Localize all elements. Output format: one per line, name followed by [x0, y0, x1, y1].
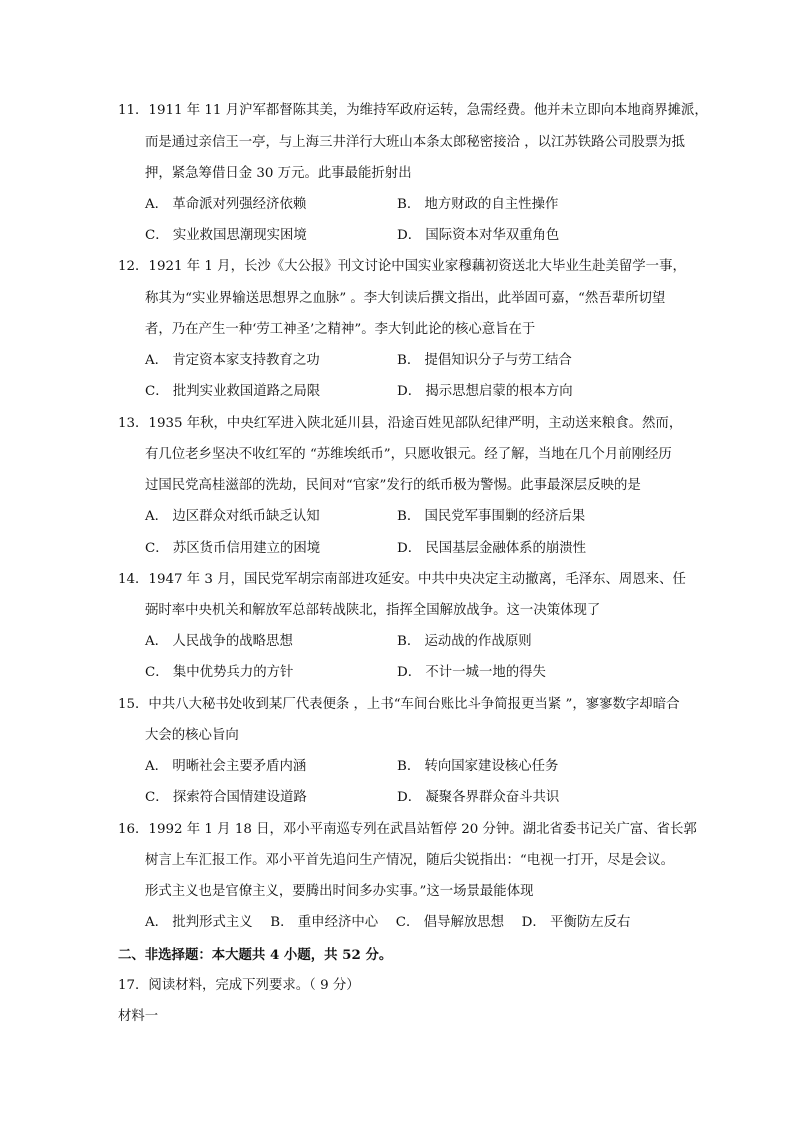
q14-line-1: 14．1947 年 3 月，国民党军胡宗南部进攻延安。中共中央决定主动撤离，毛泽东、周恩来、任 — [118, 572, 686, 587]
q17-title: 17．阅读材料，完成下列要求。（ 9 分） — [118, 978, 360, 993]
q14-option-d: D． 不计一城一地的得失 — [397, 665, 546, 680]
q13-line-3: 过国民党高桂滋部的洗劫，民间对“官家”发行的纸币极为警惕。此事最深层反映的是 — [145, 478, 641, 493]
q15-option-d: D． 凝聚各界群众奋斗共识 — [397, 790, 560, 805]
q15-option-c: C． 探索符合国情建设道路 — [145, 790, 307, 805]
q14-option-c: C． 集中优势兵力的方针 — [145, 665, 294, 680]
q11-line-1: 11．1911 年 11 月沪军都督陈其美，为维持军政府运转，急需经费。他并未立即向本地商界摊派， — [118, 103, 708, 118]
q13-line-2: 有几位老乡坚决不收红军的 “苏维埃纸币”，只愿收银元。经了解，当地在几个月前刚经历 — [145, 447, 672, 462]
q15-option-b: B． 转向国家建设核心任务 — [397, 759, 559, 774]
q11-option-a: A． 革命派对列强经济依赖 — [145, 197, 307, 212]
q13-line-1: 13．1935 年秋，中央红军进入陕北延川县，沿途百姓见部队纪律严明，主动送来粮食。然而， — [118, 416, 683, 431]
q12-option-b: B． 提倡知识分子与劳工结合 — [397, 353, 572, 368]
q11-line-2: 而是通过亲信王一亭，与上海三井洋行大班山本条太郎秘密接洽 ，以江苏铁路公司股票为抵 — [145, 135, 685, 150]
q15-line-1: 15．中共八大秘书处收到某厂代表便条 ，上书“车间台账比斗争简报更当紧 ”，寥寥数字却暗合 — [118, 697, 680, 712]
q12-option-c: C． 批判实业救国道路之局限 — [145, 384, 321, 399]
section-title: 二、非选择题：本大题共 4 小题，共 52 分。 — [118, 947, 393, 963]
q13-option-b: B． 国民党军事围剿的经济后果 — [397, 509, 586, 524]
q16-options: A． 批判形式主义 B． 重申经济中心 C． 倡导解放思想 D． 平衡防左反右 — [145, 915, 631, 930]
q12-option-a: A． 肯定资本家支持教育之功 — [145, 353, 320, 368]
q14-option-b: B． 运动战的作战原则 — [397, 634, 532, 649]
q12-line-1: 12．1921 年 1 月，长沙《大公报》刊文讨论中国实业家穆藕初资送北大毕业生赴美留学一事， — [118, 259, 686, 274]
q11-option-b: B． 地方财政的自主性操作 — [397, 197, 559, 212]
q11-option-c: C． 实业救国思潮现实困境 — [145, 228, 307, 243]
q12-option-d: D． 揭示思想启蒙的根本方向 — [397, 384, 573, 399]
q14-option-a: A． 人民战争的战略思想 — [145, 634, 293, 649]
q15-line-2: 大会的核心旨向 — [145, 728, 239, 743]
q16-line-1: 16．1992 年 1 月 18 日，邓小平南巡专列在武昌站暂停 20 分钟。湖北省委书记关广富、省长郭 — [118, 822, 697, 837]
q14-line-2: 弼时率中央机关和解放军总部转战陕北，指挥全国解放战争。这一决策体现了 — [145, 603, 601, 618]
q11-line-3: 押，紧急筹借日金 30 万元。此事最能折射出 — [145, 166, 412, 181]
q16-line-3: 形式主义也是官僚主义，要腾出时间多办实事。”这一场景最能体现 — [145, 884, 534, 899]
q11-option-d: D． 国际资本对华双重角色 — [397, 228, 560, 243]
material-label: 材料一 — [118, 1009, 159, 1024]
q15-option-a: A． 明晰社会主要矛盾内涵 — [145, 759, 307, 774]
q12-line-3: 者，乃在产生一种‘劳工神圣’之精神”。李大钊此论的核心意旨在于 — [145, 322, 536, 337]
q13-option-a: A． 边区群众对纸币缺乏认知 — [145, 509, 320, 524]
q13-option-d: D． 民国基层金融体系的崩溃性 — [397, 541, 587, 556]
q12-line-2: 称其为“实业界输送思想界之血脉” 。李大钊读后撰文指出，此举固可嘉，“然吾辈所切望 — [145, 291, 666, 306]
q13-option-c: C． 苏区货币信用建立的困境 — [145, 541, 321, 556]
q16-line-2: 树言上车汇报工作。邓小平首先追问生产情况，随后尖锐指出：“电视一打开，尽是会议。 — [145, 853, 675, 868]
